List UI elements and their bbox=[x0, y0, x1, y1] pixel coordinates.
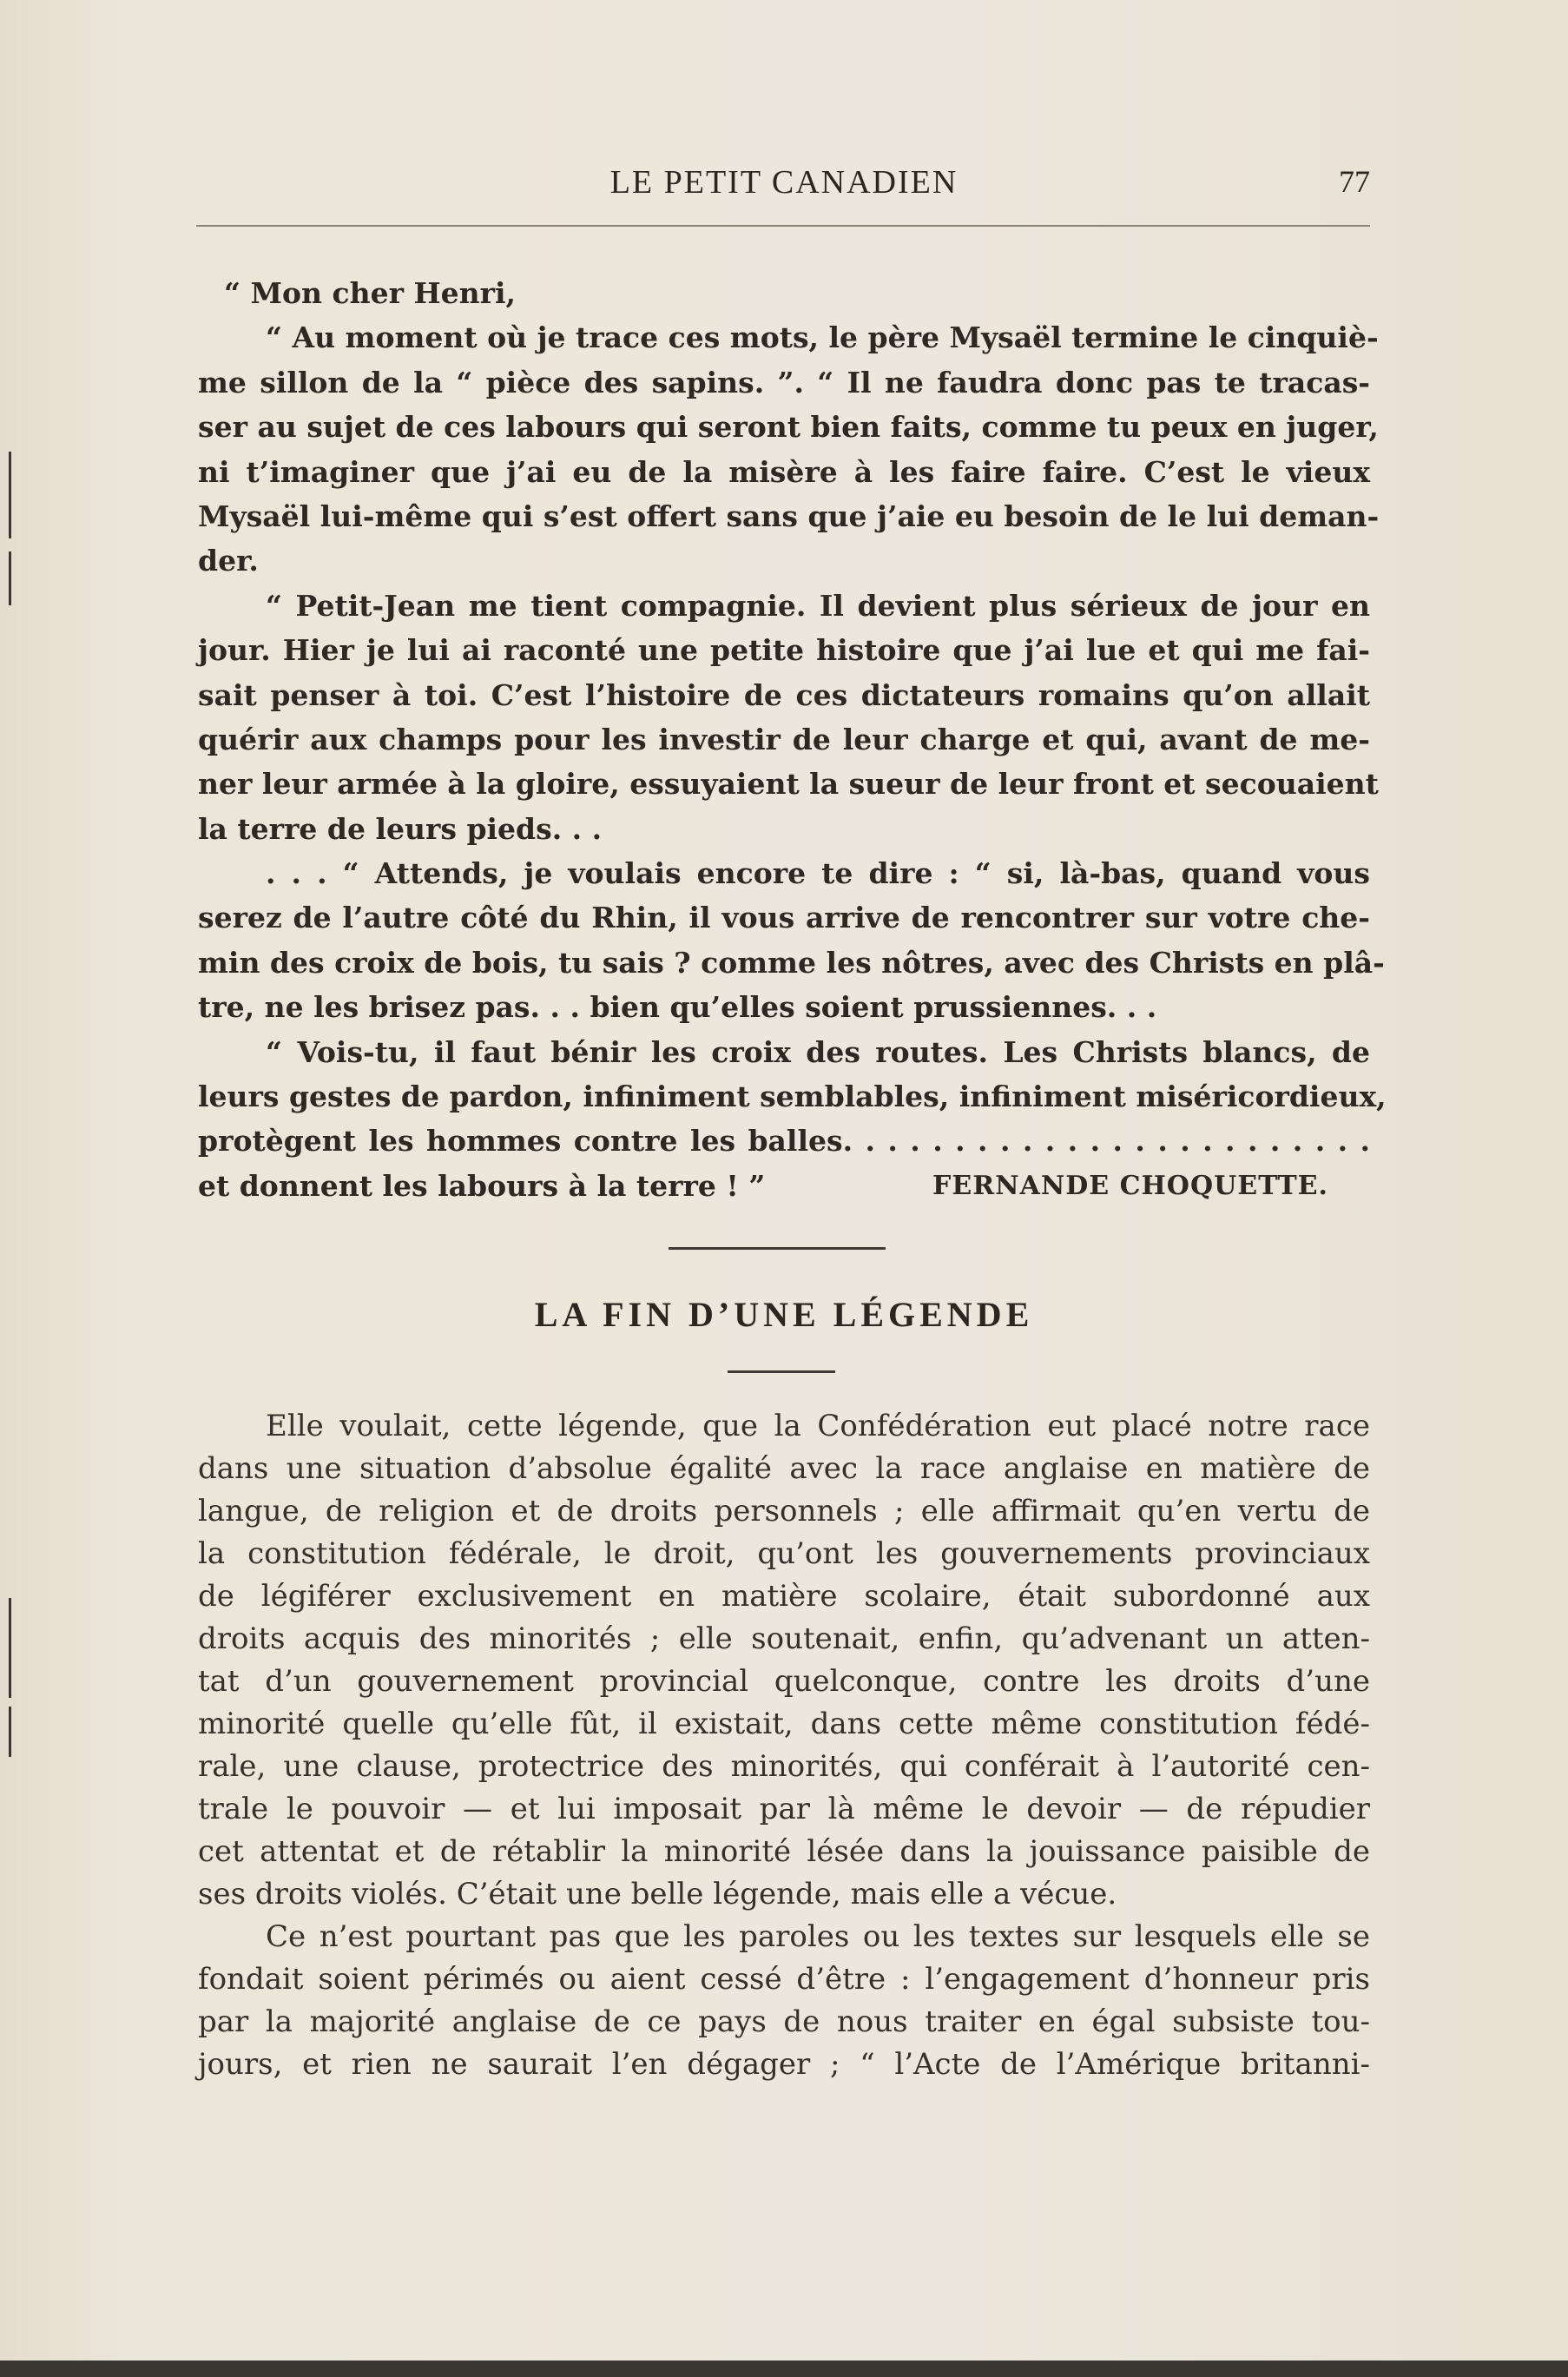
text-line: der. bbox=[198, 544, 259, 578]
margin-mark bbox=[9, 452, 11, 538]
running-title: LE PETIT CANADIEN bbox=[609, 164, 959, 201]
text-line: Ce n’est pourtant pas que les paroles ou les textes sur lesquels elle se bbox=[266, 1919, 1370, 1954]
text-line: . . . “ Attends, je voulais encore te dire : “ si, là-bas, quand vous bbox=[266, 856, 1370, 891]
text-line: min des croix de bois, tu sais ? comme les nôtres, avec des Christs en plâ- bbox=[198, 945, 1385, 980]
text-line: la constitution fédérale, le droit, qu’ont les gouvernements provinciaux bbox=[198, 1536, 1370, 1571]
section-divider bbox=[669, 1247, 886, 1250]
text-line: rale, une clause, protectrice des minorités, qui conférait à l’autorité cen- bbox=[198, 1749, 1370, 1784]
text-line: “ Vois-tu, il faut bénir les croix des routes. Les Christs blancs, de bbox=[266, 1034, 1370, 1069]
text-line: trale le pouvoir — et lui imposait par là même le devoir — de répudier bbox=[198, 1792, 1370, 1826]
text-line: minorité quelle qu’elle fût, il existait, dans cette même constitution fédé- bbox=[198, 1707, 1370, 1741]
text-line: tat d’un gouvernement provincial quelconque, contre les droits d’une bbox=[198, 1664, 1370, 1699]
section-title: LA FIN D’UNE LÉGENDE bbox=[534, 1295, 1034, 1334]
text-line: leurs gestes de pardon, infiniment semblables, infiniment miséricordieux, bbox=[198, 1080, 1387, 1114]
author-signature: FERNANDE CHOQUETTE. bbox=[932, 1170, 1328, 1201]
text-line: protègent les hommes contre les balles. . . . . . . . . . . . . . . . . . . . . . . . bbox=[198, 1124, 1370, 1159]
margin-mark bbox=[9, 551, 11, 605]
text-line: “ Mon cher Henri, bbox=[224, 276, 517, 310]
text-line: me sillon de la “ pièce des sapins. ”. “ Il ne faudra donc pas te tracas- bbox=[198, 365, 1370, 399]
text-line: Mysaël lui-même qui s’est offert sans que j’aie eu besoin de le lui deman- bbox=[198, 499, 1380, 533]
text-line: ner leur armée à la gloire, essuyaient la sueur de leur front et secouaient bbox=[198, 767, 1379, 802]
text-line: “ Petit-Jean me tient compagnie. Il devient plus sérieux de jour en bbox=[266, 588, 1370, 623]
text-line: et donnent les labours à la terre ! ” bbox=[198, 1168, 766, 1203]
text-line: serez de l’autre côté du Rhin, il vous arrive de rencontrer sur votre che- bbox=[198, 901, 1370, 935]
text-line: droits acquis des minorités ; elle soutenait, enfin, qu’advenant un atten- bbox=[198, 1621, 1370, 1656]
text-line: ser au sujet de ces labours qui seront bien faits, comme tu peux en juger, bbox=[198, 410, 1379, 445]
scan-bottom-edge bbox=[0, 2360, 1568, 2377]
letter-excerpt bbox=[198, 271, 1387, 1208]
margin-mark bbox=[9, 1598, 11, 1698]
text-line: par la majorité anglaise de ce pays de nous traiter en égal subsiste tou- bbox=[198, 2004, 1370, 2039]
text-line: Elle voulait, cette légende, que la Confédération eut placé notre race bbox=[266, 1409, 1370, 1443]
text-line: jours, et rien ne saurait l’en dégager ; “ l’Acte de l’Amérique britanni- bbox=[198, 2047, 1370, 2082]
text-line: ni t’imaginer que j’ai eu de la misère à les faire faire. C’est le vieux bbox=[198, 454, 1370, 489]
text-line: langue, de religion et de droits personnels ; elle affirmait qu’en vertu de bbox=[198, 1494, 1370, 1529]
page-header bbox=[198, 163, 1370, 215]
text-line: “ Au moment où je trace ces mots, le père Mysaël termine le cinquiè- bbox=[266, 320, 1379, 355]
text-line: la terre de leurs pieds. . . bbox=[198, 811, 603, 846]
text-line: cet attentat et de rétablir la minorité lésée dans la jouissance paisible de bbox=[198, 1834, 1370, 1869]
text-line: quérir aux champs pour les investir de leur charge et qui, avant de me- bbox=[198, 722, 1370, 756]
article-body bbox=[198, 1405, 1370, 2086]
text-line: sait penser à toi. C’est l’histoire de ces dictateurs romains qu’on allait bbox=[198, 677, 1370, 712]
text-line: dans une situation d’absolue égalité avec la race anglaise en matière de bbox=[198, 1451, 1370, 1486]
text-line: jour. Hier je lui ai raconté une petite histoire que j’ai lue et qui me fai- bbox=[198, 633, 1370, 668]
margin-mark bbox=[9, 1707, 11, 1757]
text-line: fondait soient périmés ou aient cessé d’être : l’engagement d’honneur pris bbox=[198, 1962, 1370, 1997]
title-underline bbox=[728, 1370, 835, 1373]
text-line: tre, ne les brisez pas. . . bien qu’elles soient prussiennes. . . bbox=[198, 990, 1157, 1025]
text-line: de légiférer exclusivement en matière scolaire, était subordonné aux bbox=[198, 1579, 1370, 1614]
text-line: ses droits violés. C’était une belle légende, mais elle a vécue. bbox=[198, 1877, 1117, 1912]
closing-line bbox=[198, 1164, 1370, 1208]
page-number: 77 bbox=[1339, 164, 1370, 199]
header-rule bbox=[196, 225, 1370, 227]
